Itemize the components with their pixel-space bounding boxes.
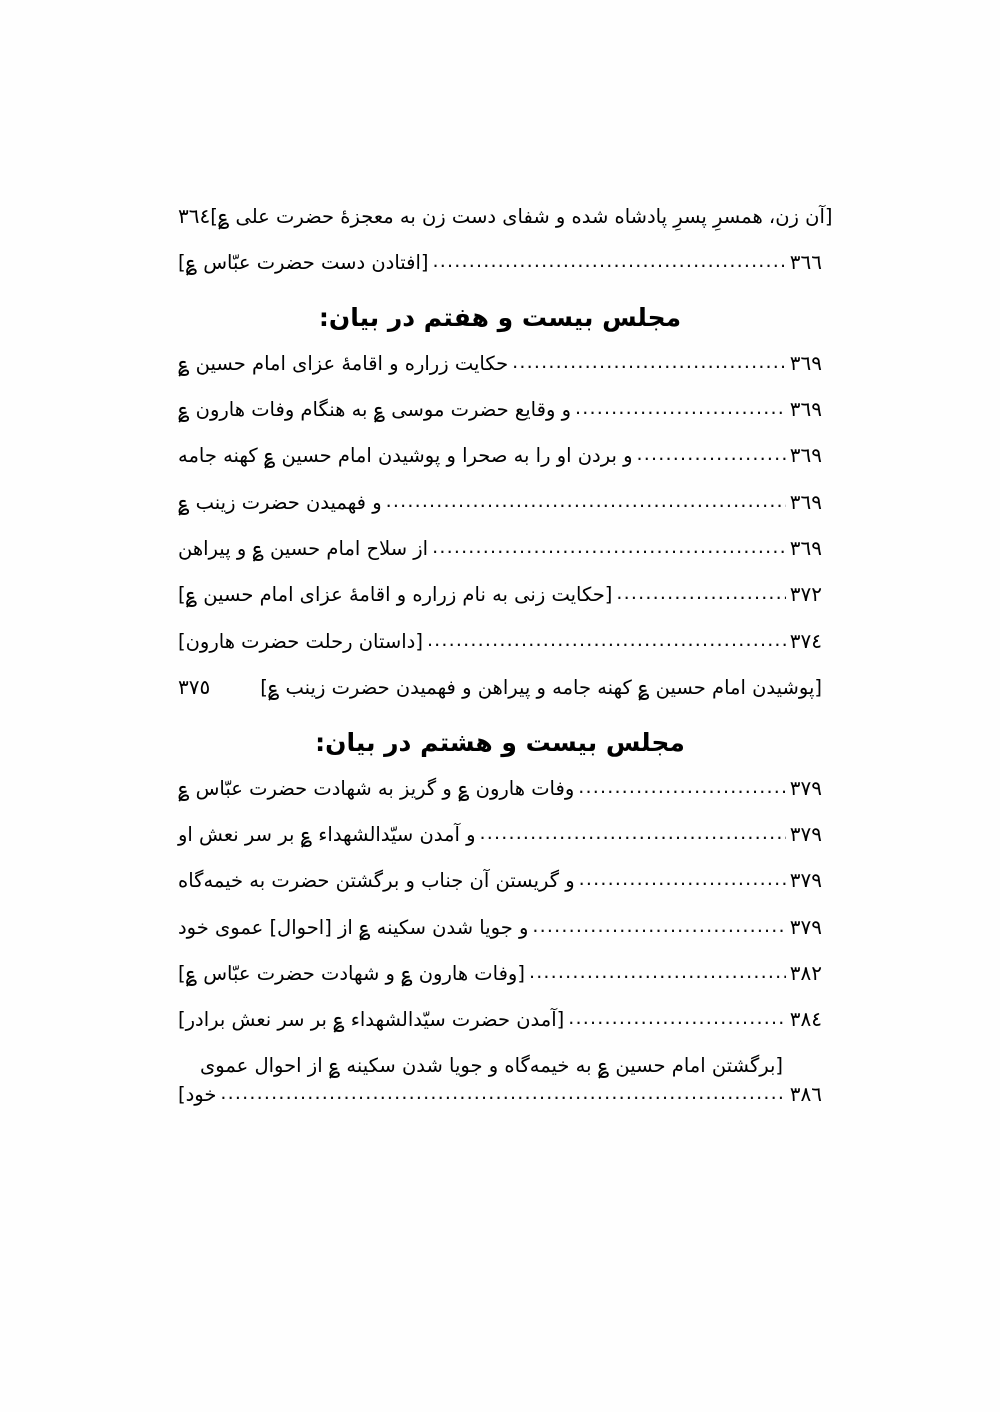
toc-page-number: ٣٧٩ — [789, 775, 822, 800]
dot-leader — [386, 491, 786, 513]
table-of-contents — [178, 204, 833, 1129]
dot-leader — [432, 537, 786, 559]
toc-entry[interactable] — [178, 537, 822, 561]
toc-page-number: ٣٧٥ — [178, 675, 211, 700]
toc-entry-line-2[interactable] — [178, 1083, 822, 1107]
toc-entry[interactable] — [178, 869, 822, 893]
toc-entry-title: [برگشتن امام حسین ؏ به خیمه‌گاه و جویا شدن سکینه ؏ از احوال عموی — [200, 1053, 784, 1077]
dot-leader — [637, 444, 786, 466]
toc-page-number: ٣٧٩ — [789, 821, 822, 846]
dot-leader — [579, 869, 786, 891]
toc-page-number: ٣٧٤ — [789, 628, 822, 653]
dot-leader — [433, 251, 786, 273]
toc-page-number: ٣٧٩ — [789, 914, 822, 939]
section-heading-28: مجلس بیست و هشتم در بیان: — [315, 727, 685, 757]
dot-leader — [575, 398, 786, 420]
toc-entry-title: از سلاح امام حسین ؏ و پیراهن — [178, 537, 429, 561]
toc-entry-title: [آن زن، همسرِ پسرِ پادشاه شده و شفای دست زن به معجزهٔ حضرت علی ؏] — [210, 205, 833, 228]
dot-leader — [529, 962, 786, 984]
dot-leader — [512, 352, 786, 374]
toc-entry[interactable] — [178, 777, 822, 801]
toc-entry-title-continued: خود] — [178, 1083, 217, 1107]
dot-leader — [532, 916, 785, 938]
toc-entry-title: [افتادن دست حضرت عبّاس ؏] — [178, 250, 429, 274]
dot-leader — [616, 583, 785, 605]
toc-page-number: ٣٨٦ — [789, 1082, 822, 1107]
toc-entry[interactable] — [178, 204, 833, 228]
toc-entry-title: [حکایت زنی به نام زراره و اقامهٔ عزای امام حسین ؏] — [178, 583, 613, 607]
toc-entry-line-1[interactable] — [178, 1055, 822, 1077]
toc-entry[interactable] — [178, 823, 822, 847]
dot-leader — [568, 1008, 786, 1030]
toc-entry-title: و بردن او را به صحرا و پوشیدن امام حسین ؏ کهنه جامه — [178, 444, 633, 468]
dot-leader — [578, 777, 786, 799]
toc-page-number: ٣٧٢ — [789, 582, 822, 607]
toc-entry-title: و جویا شدن سکینه ؏ از [احوال] عموی خود — [178, 915, 529, 939]
toc-entry-title: و وقایع حضرت موسی ؏ به هنگام وفات هارون ؏ — [178, 398, 571, 422]
toc-page-number: ٣٧٩ — [789, 868, 822, 893]
toc-entry[interactable] — [178, 962, 822, 986]
toc-entry[interactable] — [178, 352, 822, 376]
toc-page-number: ٣٦٩ — [789, 536, 822, 561]
toc-page-number: ٣٦٤ — [178, 204, 211, 228]
dot-leader — [427, 630, 786, 652]
toc-entry[interactable] — [178, 676, 822, 699]
toc-entry-title: و آمدن سیّدالشهداء ؏ بر سر نعش او — [178, 822, 476, 846]
toc-page-number: ٣٦٩ — [789, 397, 822, 422]
toc-page-number: ٣٦٩ — [789, 443, 822, 468]
toc-entry[interactable] — [178, 251, 822, 275]
toc-entry[interactable] — [178, 444, 822, 468]
toc-entry-title: [آمدن حضرت سیّدالشهداء ؏ بر سر نعش برادر] — [178, 1008, 565, 1032]
toc-entry-title: و فهمیدن حضرت زینب ؏ — [178, 490, 382, 514]
toc-entry[interactable] — [178, 491, 822, 515]
toc-entry-title: [وفات هارون ؏ و شهادت حضرت عبّاس ؏] — [178, 961, 525, 985]
toc-entry-title: [داستان رحلت حضرت هارون] — [178, 629, 423, 653]
toc-page-number: ٣٨٢ — [789, 960, 822, 985]
toc-page-number: ٣٨٤ — [789, 1007, 822, 1032]
toc-page-number: ٣٦٩ — [789, 350, 822, 375]
toc-entry[interactable] — [178, 630, 822, 654]
toc-entry-title: [پوشیدن امام حسین ؏ کهنه جامه و پیراهن و فهمیدن حضرت زینب ؏] — [260, 676, 822, 700]
dot-leader — [220, 1083, 785, 1105]
toc-entry[interactable] — [178, 398, 822, 422]
toc-entry[interactable] — [178, 1008, 822, 1032]
dot-leader — [480, 823, 786, 845]
toc-entry[interactable] — [178, 583, 822, 607]
toc-entry-title: وفات هارون ؏ و گریز به شهادت حضرت عبّاس ؏ — [178, 776, 575, 800]
section-heading-27: مجلس بیست و هفتم در بیان: — [318, 302, 682, 332]
toc-page-number: ٣٦٦ — [789, 249, 822, 274]
toc-entry-title: و گریستن آن جناب و برگشتن حضرت به خیمه‌گاه — [178, 869, 575, 893]
toc-entry[interactable] — [178, 916, 822, 940]
toc-entry-title: حکایت زراره و اقامهٔ عزای امام حسین ؏ — [178, 351, 509, 375]
toc-page-number: ٣٦٩ — [789, 489, 822, 514]
